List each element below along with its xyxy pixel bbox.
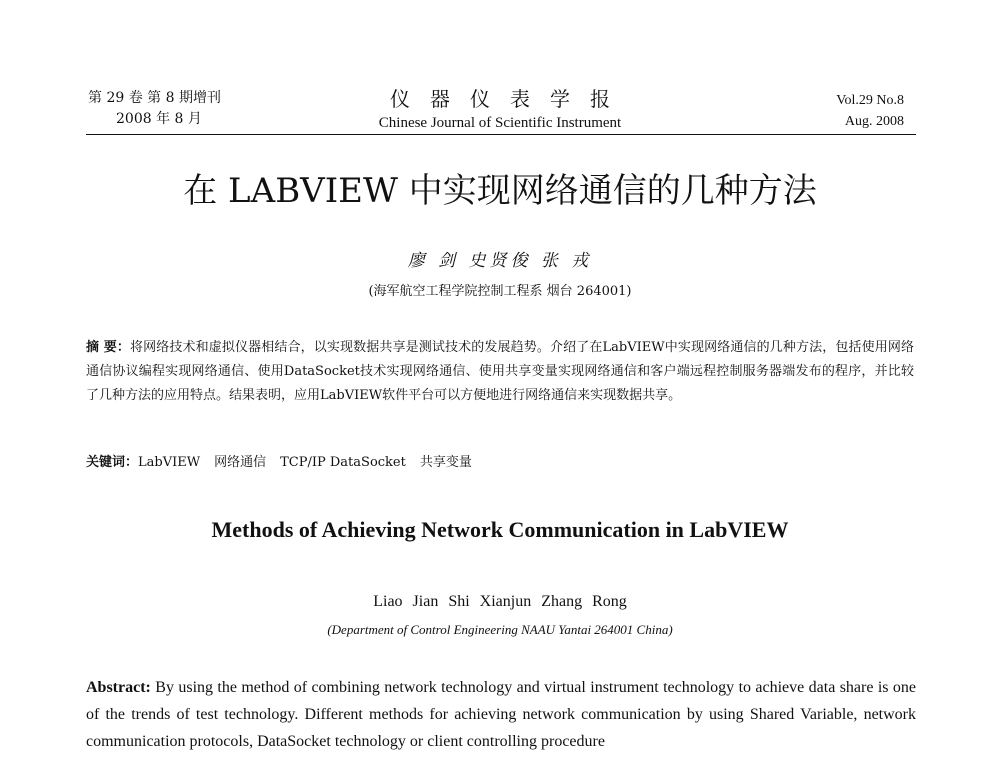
- abstract-en: [86, 674, 916, 755]
- journal-name-cn: 仪器仪表学报: [390, 87, 630, 111]
- keyword: 网络通信: [214, 455, 267, 470]
- header-volume-issue: 第 29 卷 第 8 期增刊: [88, 90, 221, 106]
- keywords-cn-label: 关键词：: [86, 455, 139, 470]
- header-date-cn: 2008 年 8 月: [116, 111, 202, 127]
- journal-name-en: Chinese Journal of Scientific Instrument: [378, 115, 622, 131]
- abstract-cn: [86, 336, 914, 408]
- authors-cn: 廖 剑 史贤俊 张 戎: [407, 251, 593, 271]
- header-journal: [300, 86, 700, 132]
- affiliation-cn: (海军航空工程学院控制工程系 烟台 264001): [368, 284, 632, 299]
- abstract-en-text: By using the method of combining network technology and virtual instrument technology to achieve data share is one of the trends of test technology. Different methods for achieving network communication by using Shared Variable, network communication protocols, DataSocket technology or client controlling procedure: [86, 679, 917, 750]
- abstract-cn-text: 将网络技术和虚拟仪器相结合，以实现数据共享是测试技术的发展趋势。介绍了在LabVIEW中实现网络通信的几种方法，包括使用网络通信协议编程实现网络通信、使用DataSocket技术实现网络通信、使用共享变量实现网络通信和客户端远程控制服务器端发布的程序，并比较了几种方法的应用特点。结果表明，应用LabVIEW软件平台可以方便地进行网络通信来实现数据共享。: [86, 340, 914, 403]
- affiliation-en: (Department of Control Engineering NAAU Yantai 264001 China): [327, 622, 673, 637]
- paper-title-cn: 在 LABVIEW 中实现网络通信的几种方法: [183, 171, 817, 211]
- abstract-en-label: Abstract:: [86, 679, 151, 696]
- keyword: LabVIEW: [138, 455, 201, 470]
- authors-en: Liao Jian Shi Xianjun Zhang Rong: [373, 593, 627, 610]
- header-vol-no: [836, 90, 904, 132]
- keyword: 共享变量: [419, 455, 472, 470]
- header-volume-info: [88, 88, 221, 130]
- abstract-cn-label: 摘 要：: [86, 340, 131, 355]
- header-vol-number: Vol.29 No.8: [836, 93, 904, 108]
- header-date-en: Aug. 2008: [844, 114, 904, 129]
- paper-title-en: Methods of Achieving Network Communication in LabVIEW: [211, 517, 789, 542]
- keywords-cn: [86, 453, 914, 473]
- header-rule: [86, 134, 916, 135]
- keyword: TCP/IP DataSocket: [280, 455, 406, 470]
